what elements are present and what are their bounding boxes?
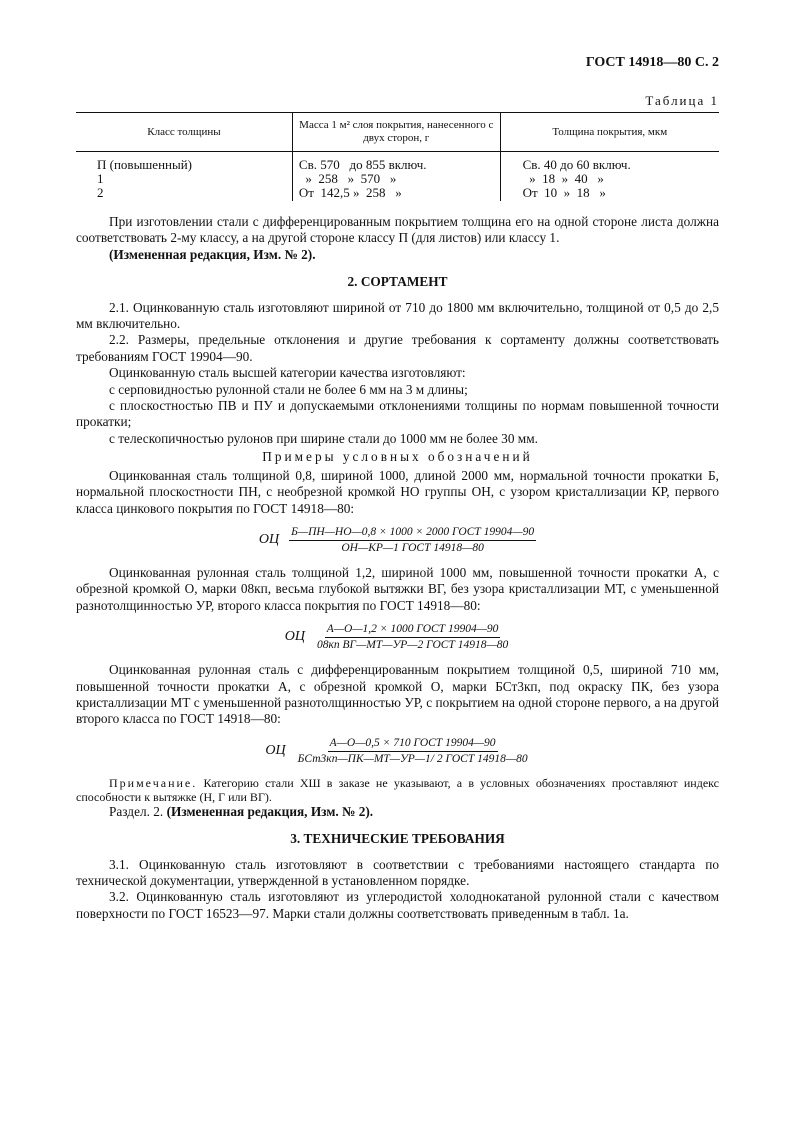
edit-text: (Измененная редакция, Изм. № 2). [166,803,374,819]
note [76,776,719,804]
example-3: Оцинкованная рулонная сталь с дифференцированным покрытием толщиной 0,5, шириной 710 мм, повышенной точности прокатки А, с обрезной кромкой О, марки БСт3кп, под окраску ПК, без узора кристаллизации МТ с уменьшенной разнотолщинностью УР, с покрытием на одной стороне первого, а на другой второго класса по ГОСТ 14918—80: [76,662,719,727]
paragraph-2-1: 2.1. Оцинкованную сталь изготовляют шириной от 710 до 1800 мм включительно, толщиной от 0,5 до 2,5 мм включительно. [76,299,719,332]
table-header-mass: Масса 1 м² слоя покрытия, нанесенного с двух сторон, г [292,113,500,152]
formula-prefix: ОЦ [258,532,280,548]
paragraph-2-2-c: с плоскостностью ПВ и ПУ и допускаемыми отклонениями толщины по нормам повышенной точности прокатки; [76,398,719,430]
paragraph-3-2: 3.2. Оцинкованную сталь изготовляют из углеродистой холоднокатаной рулонной стали с качеством поверхности по ГОСТ 16523—97. Марки стали должны соответствовать приведенным в табл. 1а. [76,889,719,921]
document-body [76,214,719,922]
designation-formula-1 [76,526,719,555]
formula-denominator: БСт3кп—ПК—МТ—УР—1/ 2 ГОСТ 14918—80 [297,752,528,765]
table-header-class: Класс толщины [76,113,292,152]
table-cell-thicknesses: Св. 40 до 60 включ. » 18 » 40 » От 10 » 18 » [500,152,719,202]
formula-prefix: ОЦ [284,629,305,645]
paragraph-2-2-d: с телескопичностью рулонов при ширине стали до 1000 мм не более 30 мм. [109,430,538,446]
formula-numerator: А—О—1,2 × 1000 ГОСТ 19904—90 [325,623,501,638]
designation-formula-3 [76,737,719,766]
table-cell-masses: Св. 570 до 855 включ. » 258 » 570 » От 142,5 » 258 » [292,152,500,202]
paragraph-2-2: 2.2. Размеры, предельные отклонения и другие требования к сортаменту должны соответствовать требованиям ГОСТ 19904—90. [76,332,719,364]
note-text: Категорию стали ХШ в заказе не указывают, а в условных обозначениях проставляют индекс способности к вытяжке (Н, Г или ВГ). [76,775,719,804]
section-2-edit-note [76,804,719,820]
example-2: Оцинкованная рулонная сталь толщиной 1,2, шириной 1000 мм, повышенной точности прокатки А, с обрезной кромкой О, марки 08кп, весьма глубокой вытяжки ВГ, без узора кристаллизации МТ, с уменьшенной разнотолщинностью УР, второго класса покрытия по ГОСТ 14918—80: [76,564,719,613]
paragraph-2-2-b: с серповидностью рулонной стали не более 6 мм на 3 м длины; [109,381,468,397]
example-1: Оцинкованная сталь толщиной 0,8, шириной 1000, длиной 2000 мм, нормальной точности прокатки Б, нормальной плоскостности ПН, с необрезной кромкой НО группы ОН, с узором кристаллизации КР, первого класса цинкового покрытия по ГОСТ 14918—80: [76,467,719,516]
thickness-class-table [76,112,719,201]
section-3-title: 3. ТЕХНИЧЕСКИЕ ТРЕБОВАНИЯ [290,831,505,847]
formula-numerator: Б—ПН—НО—0,8 × 1000 × 2000 ГОСТ 19904—90 [289,526,536,541]
note-label: Примечание. [109,775,198,790]
table-row [76,152,719,202]
formula-denominator: ОН—КР—1 ГОСТ 14918—80 [341,541,484,554]
edit-prefix: Раздел. 2. [109,803,164,819]
page-header: ГОСТ 14918—80 С. 2 [585,55,719,70]
formula-denominator: 08кп ВГ—МТ—УР—2 ГОСТ 14918—80 [317,639,509,652]
intro-edit-note: (Измененная редакция, Изм. № 2). [109,246,316,262]
table-caption: Таблица 1 [645,93,719,108]
intro-paragraph: При изготовлении стали с дифференцированным покрытием толщина его на одной стороне листа должна соответствовать 2-му классу, а на другой стороне классу П (для листов) или классу 1. [76,214,719,246]
formula-numerator: А—О—0,5 × 710 ГОСТ 19904—90 [328,737,498,752]
paragraph-3-1: 3.1. Оцинкованную сталь изготовляют в соответствии с требованиями настоящего стандарта по технической документации, утвержденной в установленном порядке. [76,856,719,888]
section-2-title: 2. СОРТАМЕНТ [347,274,448,290]
table-cell-classes: П (повышенный) 1 2 [97,157,193,200]
formula-prefix: ОЦ [265,743,286,759]
table-header-thickness: Толщина покрытия, мкм [500,113,719,152]
paragraph-2-2-a: Оцинкованную сталь высшей категории качества изготовляют: [109,365,466,381]
examples-title: Примеры условных обозначений [262,449,533,465]
designation-formula-2 [76,623,719,652]
